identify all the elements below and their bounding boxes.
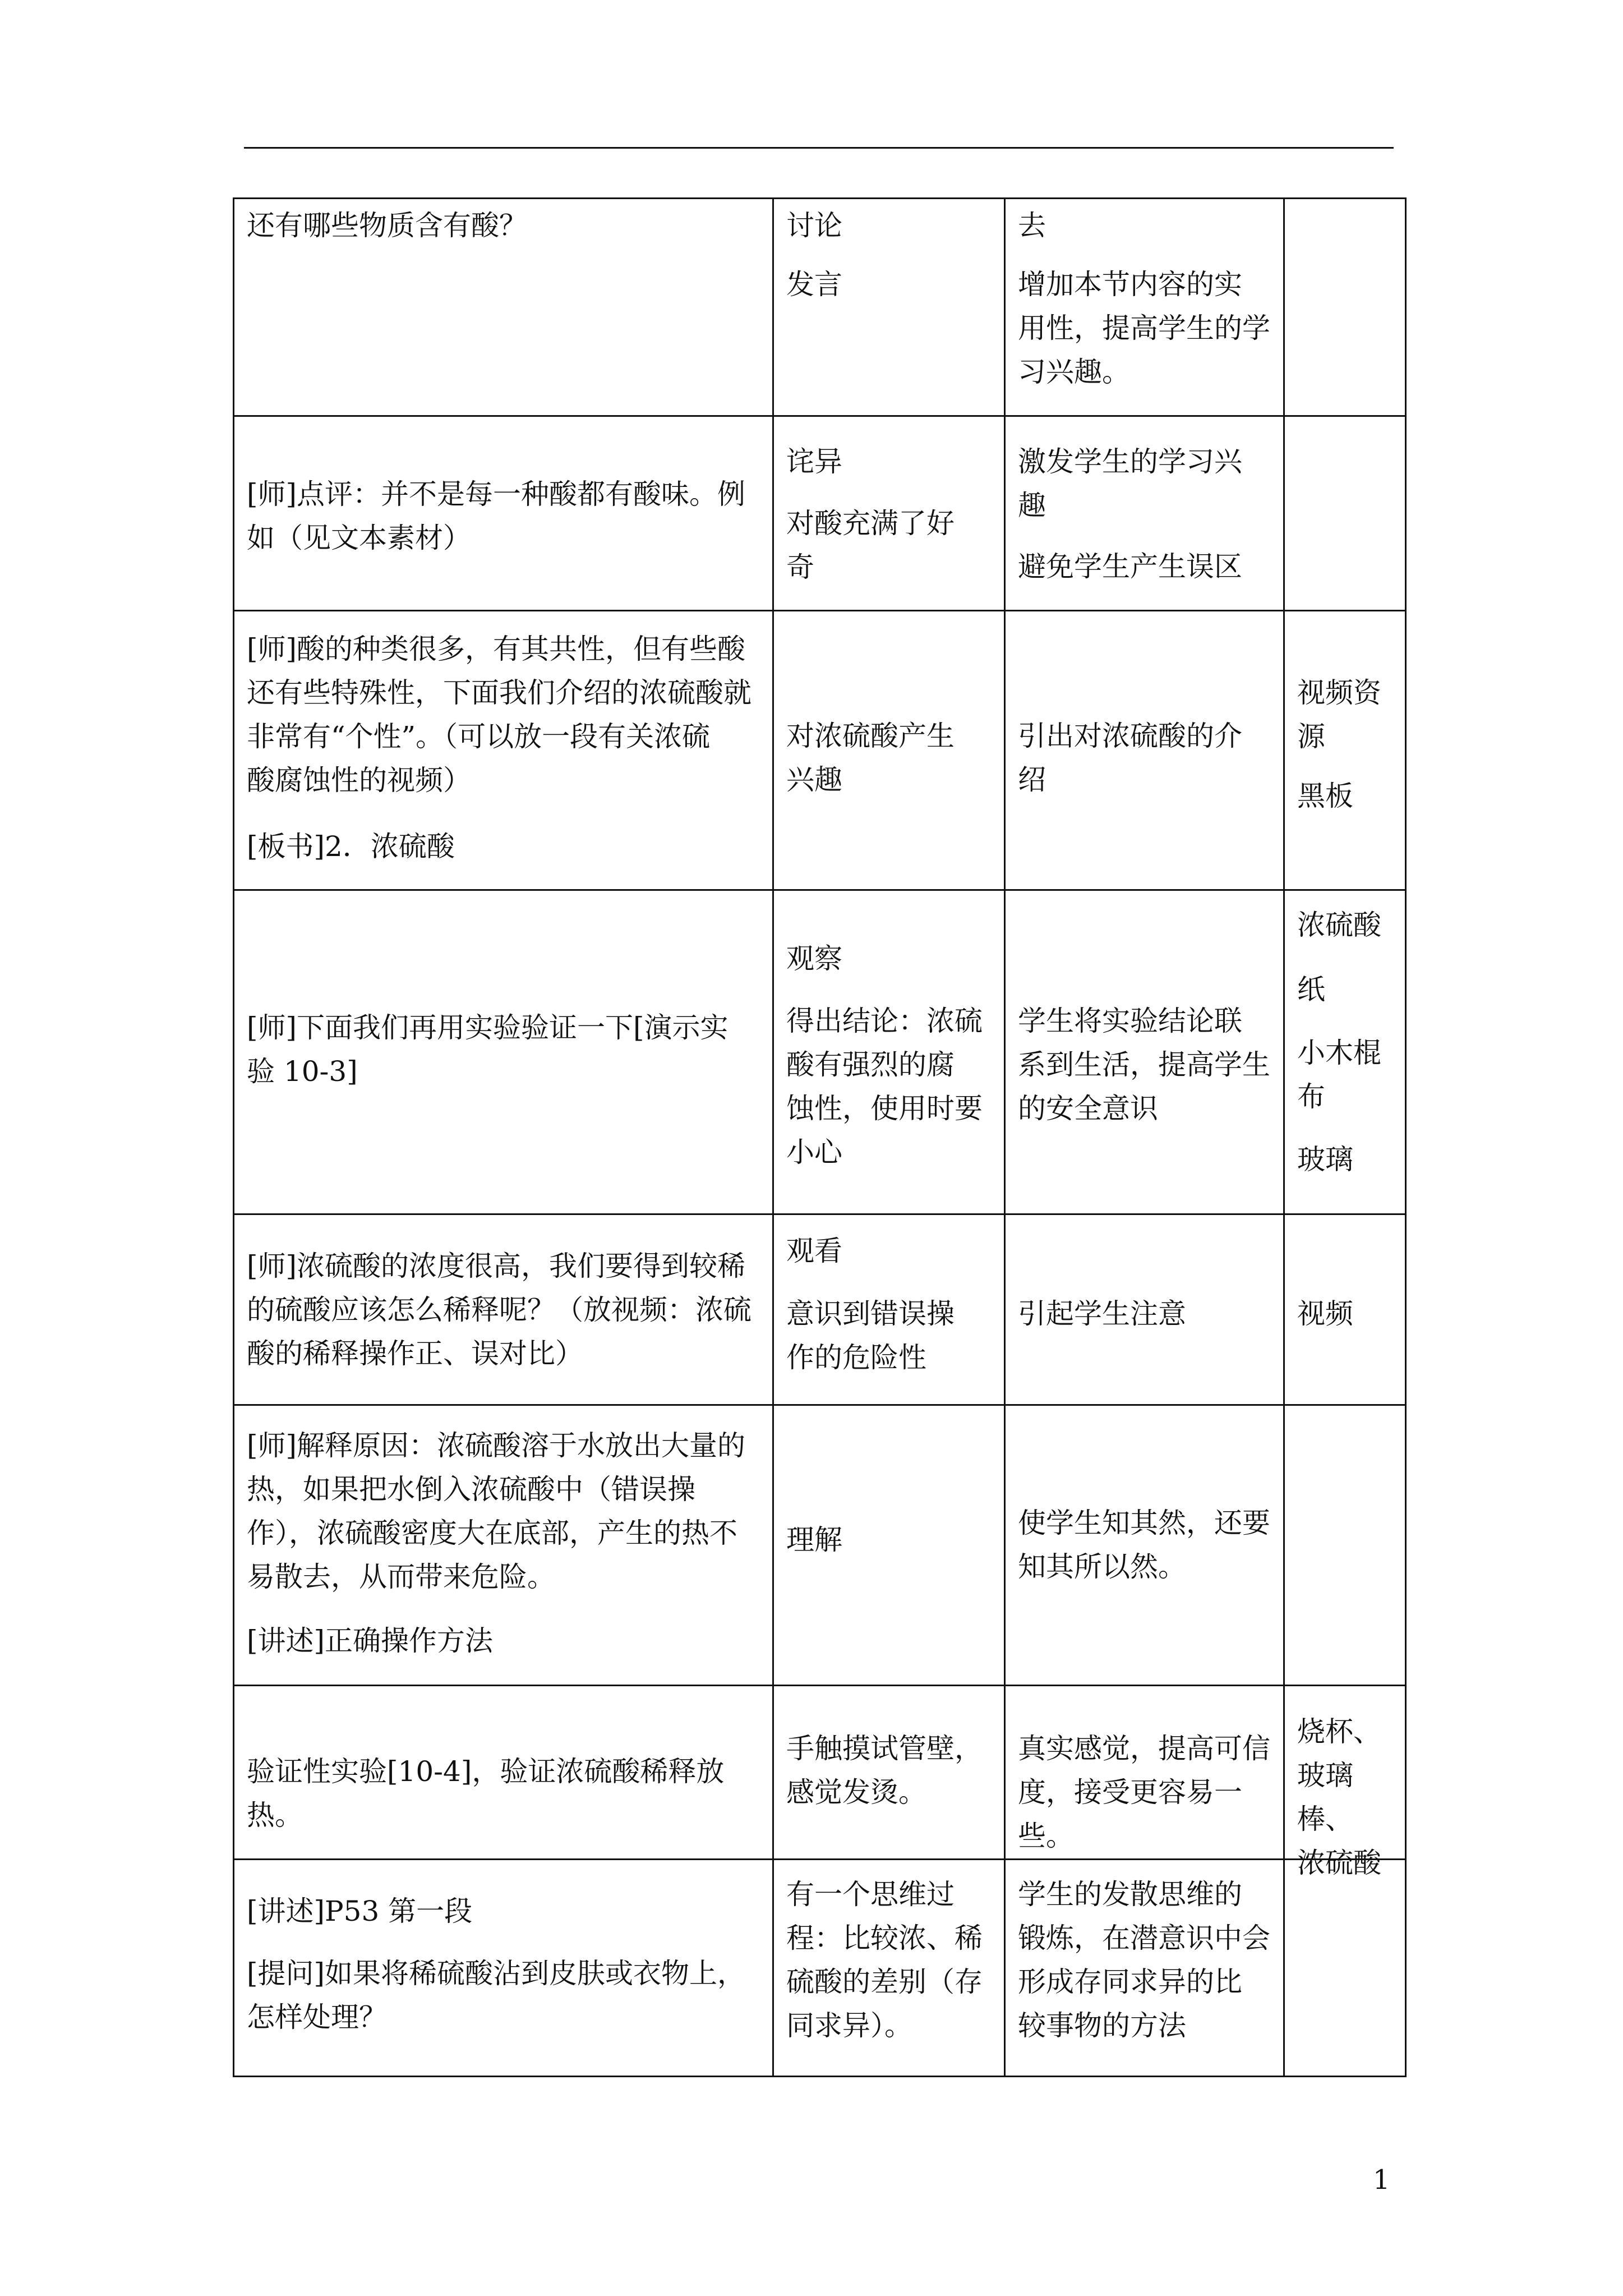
student-activity-text: 理解 (786, 1524, 842, 1556)
resource-text: 小木棍 布 (1297, 1037, 1381, 1113)
table-row (234, 1214, 1406, 1405)
student-activity-text: 发言 (786, 268, 842, 301)
design-intent-text: 增加本节内容的实 用性，提高学生的学 习兴趣。 (1018, 268, 1270, 388)
design-intent-text: 学生的发散思维的 锻炼，在潜意识中会 形成存同求异的比 较事物的方法 (1018, 1878, 1270, 2042)
teacher-activity-text: 还有哪些物质含有酸？ (247, 209, 527, 242)
student-activity-cell (773, 199, 1005, 416)
design-intent-text: 避免学生产生误区 (1018, 550, 1242, 583)
resource-text: 视频资 源 (1297, 677, 1381, 753)
student-activity-cell (773, 1214, 1005, 1405)
table-row (234, 611, 1406, 890)
table-row (234, 1405, 1406, 1686)
student-activity-text: 有一个思维过 程：比较浓、稀 硫酸的差别（存 同求异）。 (786, 1878, 983, 2042)
resource-cell (1284, 611, 1406, 890)
table-row (234, 199, 1406, 416)
design-intent-cell (1005, 1686, 1284, 1860)
resource-text: 烧杯、 玻璃棒、 浓硫酸 (1297, 1715, 1381, 1879)
teacher-activity-text: [师]下面我们再用实验验证一下[演示实 验 10-3] (247, 1011, 728, 1088)
teacher-activity-cell (234, 199, 773, 416)
design-intent-cell (1005, 1405, 1284, 1686)
teacher-activity-text: 验证性实验[10-4]，验证浓硫酸稀释放热。 (247, 1755, 725, 1832)
student-activity-cell (773, 1405, 1005, 1686)
resource-cell (1284, 1860, 1406, 2077)
teacher-activity-cell (234, 1686, 773, 1860)
design-intent-text: 真实感觉，提高可信 度，接受更容易一些。 (1018, 1732, 1270, 1852)
student-activity-text: 对酸充满了好 奇 (786, 507, 955, 583)
table-row (234, 416, 1406, 611)
teacher-activity-text: [讲述]P53 第一段 (247, 1895, 473, 1927)
student-activity-text: 意识到错误操 作的危险性 (786, 1297, 955, 1374)
student-activity-text: 观看 (786, 1235, 842, 1267)
resource-text: 视频 (1297, 1297, 1353, 1330)
resource-cell (1284, 1405, 1406, 1686)
design-intent-cell (1005, 199, 1284, 416)
header-rule (244, 147, 1394, 149)
design-intent-text: 激发学生的学习兴 趣 (1018, 445, 1242, 522)
student-activity-cell (773, 1686, 1005, 1860)
design-intent-cell (1005, 416, 1284, 611)
resource-text: 浓硫酸 (1297, 909, 1381, 941)
design-intent-cell (1005, 890, 1284, 1214)
resource-cell (1284, 1686, 1406, 1879)
student-activity-text: 对浓硫酸产生 兴趣 (786, 720, 955, 796)
student-activity-cell (773, 1860, 1005, 2077)
student-activity-cell (773, 611, 1005, 890)
student-activity-text: 手触摸试管壁， 感觉发烫。 (786, 1732, 983, 1809)
student-activity-text: 观察 (786, 942, 842, 975)
student-activity-text: 得出结论：浓硫 酸有强烈的腐 蚀性，使用时要 小心 (786, 1005, 983, 1168)
resource-cell (1284, 1214, 1406, 1405)
teacher-activity-text: [师]酸的种类很多，有其共性，但有些酸 还有些特殊性，下面我们介绍的浓硫酸就 非常有“个性”。（可以放一段有关浓硫 酸腐蚀性的视频） (247, 633, 751, 797)
teacher-activity-cell (234, 611, 773, 890)
teacher-activity-text: [提问]如果将稀硫酸沾到皮肤或衣物上， 怎样处理？ (247, 1957, 746, 2033)
teacher-activity-cell (234, 1405, 773, 1686)
design-intent-text: 去 (1018, 209, 1046, 242)
student-activity-cell (773, 416, 1005, 611)
teacher-activity-cell (234, 416, 773, 611)
design-intent-cell (1005, 1214, 1284, 1405)
table-row (234, 1686, 1406, 1860)
table-row (234, 890, 1406, 1214)
student-activity-cell (773, 890, 1005, 1214)
teacher-activity-text: [师]浓硫酸的浓度很高，我们要得到较稀 的硫酸应该怎么稀释呢？（放视频：浓硫 酸的稀释操作正、误对比） (247, 1250, 751, 1370)
design-intent-text: 使学生知其然，还要 知其所以然。 (1018, 1507, 1270, 1583)
resource-text: 玻璃 (1297, 1143, 1353, 1176)
design-intent-text: 引出对浓硫酸的介 绍 (1018, 720, 1242, 796)
table-row (234, 1860, 1406, 2077)
teacher-activity-text: [讲述]正确操作方法 (247, 1625, 494, 1657)
resource-text: 纸 (1297, 973, 1325, 1006)
lesson-plan-table (233, 197, 1407, 2077)
student-activity-text: 诧异 (786, 445, 842, 478)
teacher-activity-cell (234, 1214, 773, 1405)
teacher-activity-cell (234, 890, 773, 1214)
page-number: 1 (1373, 2164, 1390, 2196)
design-intent-text: 引起学生注意 (1018, 1297, 1186, 1330)
resource-cell (1284, 890, 1406, 1214)
student-activity-text: 讨论 (786, 209, 842, 242)
design-intent-cell (1005, 611, 1284, 890)
design-intent-text: 学生将实验结论联 系到生活，提高学生 的安全意识 (1018, 1005, 1270, 1125)
teacher-activity-cell (234, 1860, 773, 2077)
teacher-activity-text: [师]点评：并不是每一种酸都有酸味。例 如（见文本素材） (247, 478, 746, 554)
resource-cell (1284, 416, 1406, 611)
design-intent-cell (1005, 1860, 1284, 2077)
resource-text: 黑板 (1297, 780, 1353, 812)
teacher-activity-text: [板书]2．浓硫酸 (247, 830, 455, 863)
resource-cell (1284, 199, 1406, 416)
teacher-activity-text: [师]解释原因：浓硫酸溶于水放出大量的 热，如果把水倒入浓硫酸中（错误操 作），浓硫酸密度大在底部，产生的热不 易散去，从而带来危险。 (247, 1429, 746, 1593)
